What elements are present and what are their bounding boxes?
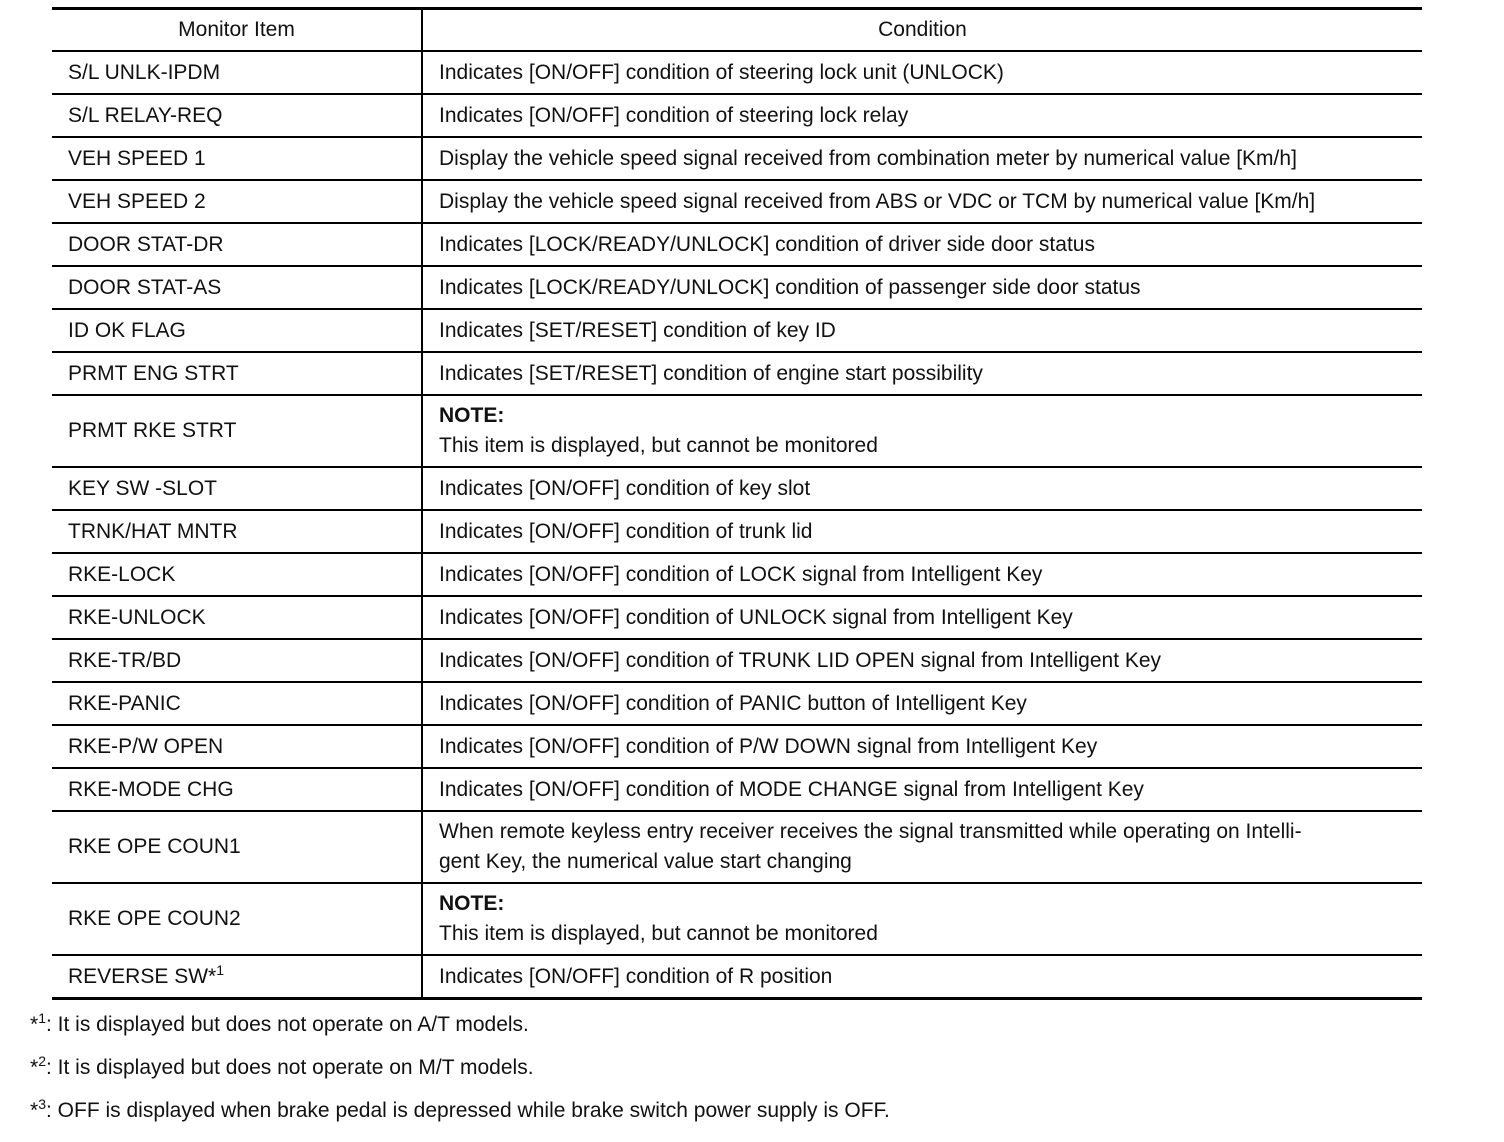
condition-cell: Indicates [ON/OFF] condition of TRUNK LID OPEN signal from Intelligent Key — [422, 639, 1422, 682]
condition-cell — [422, 883, 1422, 955]
monitor-item-cell: S/L RELAY-REQ — [52, 94, 422, 137]
table-row — [52, 883, 1422, 955]
footnote-text: : It is displayed but does not operate on A/T models. — [45, 1013, 529, 1036]
monitor-item-cell: PRMT ENG STRT — [52, 352, 422, 395]
monitor-table — [52, 7, 1422, 1000]
table-header-row — [52, 9, 1422, 52]
monitor-item-cell: RKE-P/W OPEN — [52, 725, 422, 768]
condition-cell: Indicates [SET/RESET] condition of key ID — [422, 309, 1422, 352]
condition-cell: Indicates [ON/OFF] condition of steering lock unit (UNLOCK) — [439, 60, 1004, 84]
footnote — [30, 1053, 1450, 1096]
footnote-text: : It is displayed but does not operate on M/T models. — [45, 1056, 534, 1079]
footnote-number: 3 — [38, 1096, 46, 1112]
footnote-text: : OFF is displayed when brake pedal is depressed while brake switch power supply is OFF. — [45, 1099, 890, 1122]
footnote-number: 2 — [38, 1053, 46, 1069]
footnote-asterisk: * — [30, 1013, 39, 1036]
condition-cell: Indicates [ON/OFF] condition of trunk lid — [422, 510, 1422, 553]
footnote-reference: 1 — [216, 961, 224, 978]
condition-cell: Indicates [ON/OFF] condition of MODE CHANGE signal from Intelligent Key — [422, 768, 1422, 811]
table-row — [52, 682, 1422, 725]
table-row — [52, 137, 1422, 180]
condition-cell: Indicates [SET/RESET] condition of engine start possibility — [422, 352, 1422, 395]
note-text: This item is displayed, but cannot be monitored — [439, 434, 878, 457]
monitor-item-cell: VEH SPEED 2 — [52, 180, 422, 223]
condition-cell: Indicates [ON/OFF] condition of R position — [422, 955, 1422, 999]
footnote-asterisk: * — [30, 1099, 39, 1122]
monitor-item-cell: RKE-PANIC — [52, 682, 422, 725]
monitor-item-cell — [52, 955, 422, 999]
condition-cell — [422, 811, 1422, 883]
footnote-asterisk: * — [30, 1056, 39, 1079]
footnotes — [30, 1010, 1450, 1139]
monitor-item-cell: VEH SPEED 1 — [52, 137, 422, 180]
condition-cell: Indicates [LOCK/READY/UNLOCK] condition of passenger side door status — [422, 266, 1422, 309]
footnote-mark — [30, 1010, 46, 1036]
condition-line-2: gent Key, the numerical value start changing — [439, 850, 852, 873]
table-row — [52, 223, 1422, 266]
condition-cell — [422, 395, 1422, 467]
footnote — [30, 1010, 1450, 1053]
table-row — [52, 811, 1422, 883]
condition-cell: Display the vehicle speed signal received from combination meter by numerical value [Km/h] — [422, 137, 1422, 180]
table-row — [52, 309, 1422, 352]
monitor-item-cell: RKE-UNLOCK — [52, 596, 422, 639]
monitor-item-cell: KEY SW -SLOT — [52, 467, 422, 510]
table-row — [52, 725, 1422, 768]
footnote-mark — [30, 1053, 46, 1079]
condition-cell: Indicates [ON/OFF] condition of steering lock relay — [422, 94, 1422, 137]
monitor-item-cell: DOOR STAT-DR — [52, 223, 422, 266]
table-row — [52, 352, 1422, 395]
condition-cell: Display the vehicle speed signal received from ABS or VDC or TCM by numerical value [Km/h] — [422, 180, 1422, 223]
table-row — [52, 266, 1422, 309]
monitor-item-cell: RKE OPE COUN1 — [52, 811, 422, 883]
condition-cell: Indicates [ON/OFF] condition of LOCK signal from Intelligent Key — [422, 553, 1422, 596]
monitor-item-cell: RKE-LOCK — [52, 553, 422, 596]
table-row — [52, 639, 1422, 682]
monitor-item-text: REVERSE SW* — [68, 964, 217, 988]
monitor-item-cell: PRMT RKE STRT — [52, 395, 422, 467]
monitor-item-cell: RKE-TR/BD — [52, 639, 422, 682]
monitor-item-cell: ID OK FLAG — [52, 309, 422, 352]
note-text: This item is displayed, but cannot be monitored — [439, 922, 878, 945]
monitor-item-cell: RKE-MODE CHG — [52, 768, 422, 811]
table-row — [52, 553, 1422, 596]
footnote-mark — [30, 1096, 46, 1122]
monitor-item-cell: DOOR STAT-AS — [52, 266, 422, 309]
footnote-number: 1 — [38, 1010, 46, 1026]
condition-cell: Indicates [LOCK/READY/UNLOCK] condition of driver side door status — [422, 223, 1422, 266]
table-row — [52, 955, 1422, 999]
condition-line-1: When remote keyless entry receiver receives the signal transmitted while operating on Intelli- — [439, 820, 1302, 843]
table-row — [52, 94, 1422, 137]
monitor-item-cell: RKE OPE COUN2 — [52, 883, 422, 955]
column-header-condition: Condition — [422, 9, 1422, 52]
monitor-item-cell: S/L UNLK-IPDM — [52, 51, 422, 94]
column-header-monitor-item: Monitor Item — [52, 9, 422, 52]
condition-cell: Indicates [ON/OFF] condition of UNLOCK signal from Intelligent Key — [422, 596, 1422, 639]
monitor-item-cell: TRNK/HAT MNTR — [52, 510, 422, 553]
table-row — [52, 510, 1422, 553]
table-row — [52, 467, 1422, 510]
table-row — [52, 51, 1422, 94]
condition-cell: Indicates [ON/OFF] condition of key slot — [422, 467, 1422, 510]
table-row — [52, 180, 1422, 223]
note-label: NOTE: — [439, 892, 505, 915]
table-row — [52, 596, 1422, 639]
note-label: NOTE: — [439, 404, 505, 427]
condition-cell: Indicates [ON/OFF] condition of PANIC button of Intelligent Key — [422, 682, 1422, 725]
condition-cell: Indicates [ON/OFF] condition of P/W DOWN signal from Intelligent Key — [422, 725, 1422, 768]
table-row — [52, 395, 1422, 467]
footnote — [30, 1096, 1450, 1139]
table-row — [52, 768, 1422, 811]
